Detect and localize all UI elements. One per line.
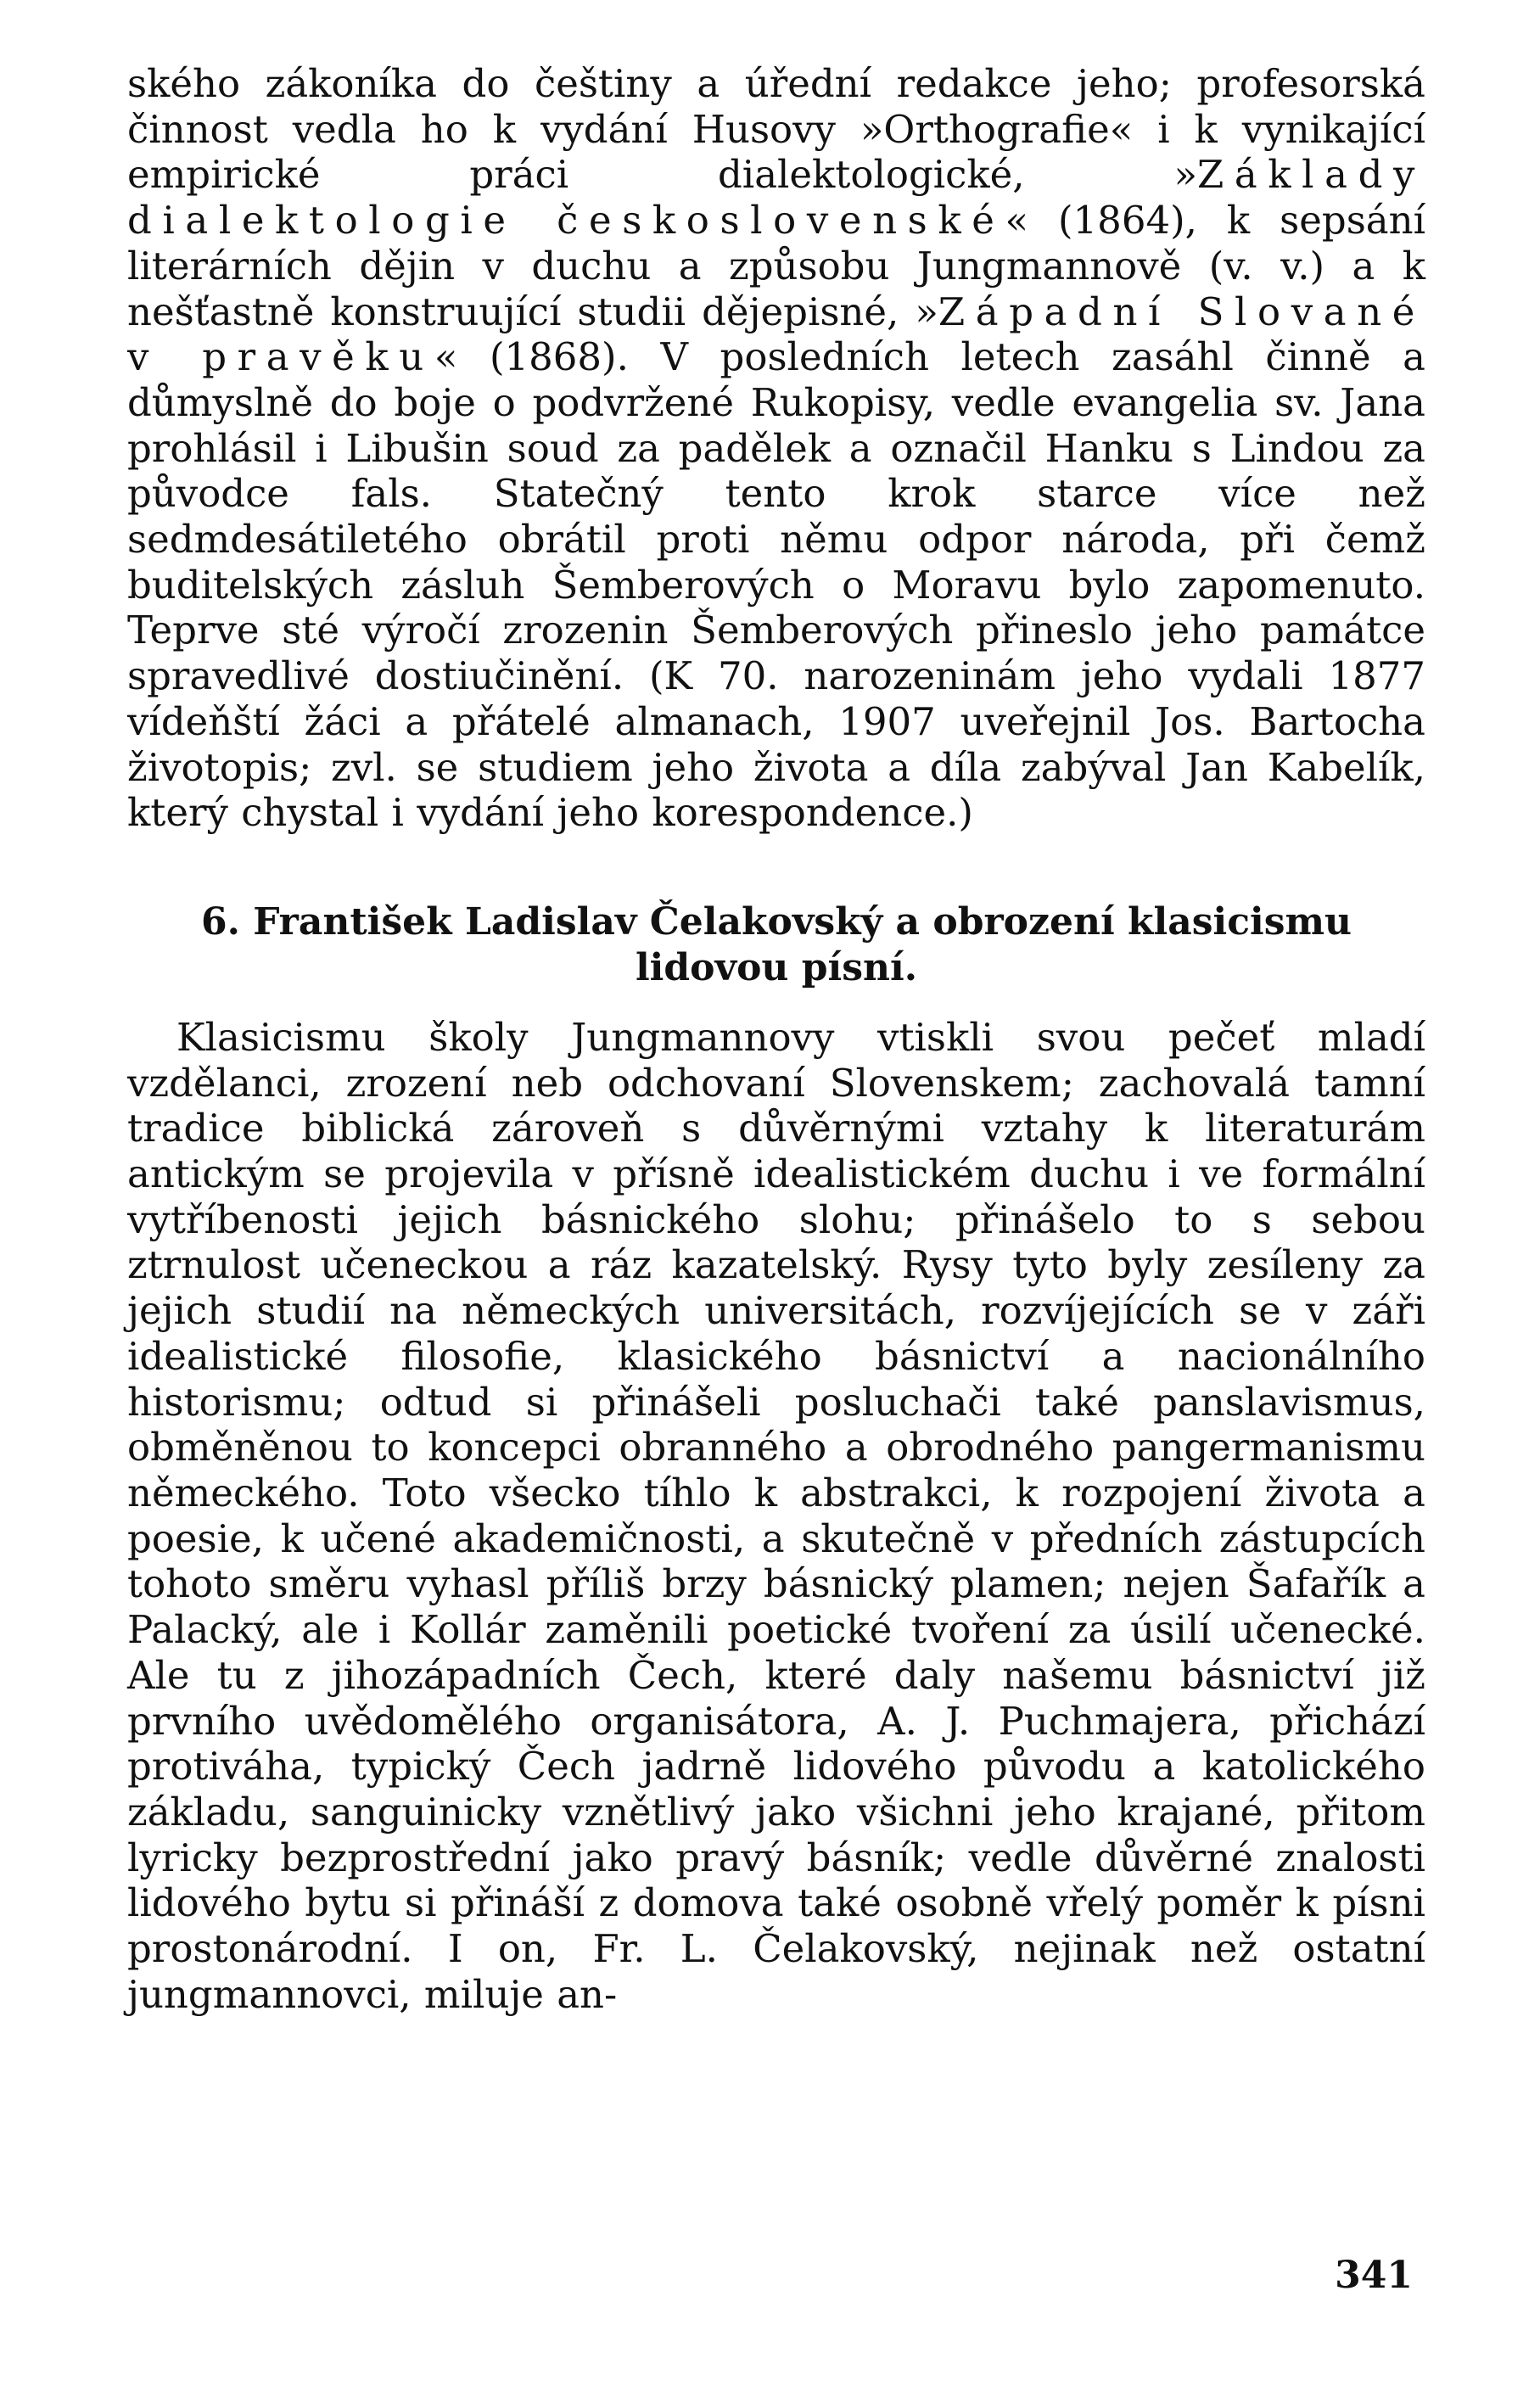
page-number: 341 <box>1335 2254 1413 2297</box>
spaced-title: Základy dialektologie československé <box>127 152 1425 244</box>
text-segment: « (1864), k sepsání literárních dějin v duchu a způsobu Jungmannově (v. v.) a k nešťastně konstruující studii dějepisné, » <box>127 198 1425 334</box>
continuation-paragraph <box>127 61 1425 836</box>
section-heading: 6. František Ladislav Čelakovský a obrození klasicismu lidovou písní. <box>200 899 1352 989</box>
text-segment: « (1868). V posledních letech zasáhl činně a důmyslně do boje o podvržené Rukopisy, vedle evangelia sv. Jana prohlásil i Libušin soud za padělek a označil Hanku s Lindou za původce fals. Statečný tento krok starce více než sedmdesátiletého obrátil proti němu odpor národa, při čemž buditelských zásluh Šemberových o Moravu bylo zapomenuto. Teprve sté výročí zrozenin Šemberových přineslo jeho památce spravedlivé dostiučinění. (K 70. narozeninám jeho vydali 1877 vídeňští žáci a přátelé almanach, 1907 uveřejnil Jos. Bartocha životopis; zvl. se studiem jeho života a díla zabýval Jan Kabelík, který chystal i vydání jeho korespondence.) <box>127 334 1426 836</box>
spaced-title: Západní Slované v pravěku <box>127 288 1426 380</box>
text-segment: ského zákoníka do češtiny a úřední redakce jeho; profesorská činnost vedla ho k vydání Husovy »Orthografie« i k vynikající empirické práci dialektologické, » <box>127 61 1425 198</box>
section-paragraph: Klasicismu školy Jungmannovy vtiskli svou pečeť mladí vzdělanci, zrození neb odchovaní Slovenskem; zachovalá tamní tradice biblická zároveň s důvěrnými vztahy k literaturám antickým se projevila v přísně idealistickém duchu i ve formální vytříbenosti jejich básnického slohu; přinášelo to s sebou ztrnulost učeneckou a ráz kazatelský. Rysy tyto byly zesíleny za jejich studií na německých universitách, rozvíjejících se v záři idealistické filosofie, klasického básnictví a nacionálního historismu; odtud si přinášeli posluchači také panslavismus, obměněnou to koncepci obranného a obrodného pangermanismu německého. Toto všecko tíhlo k abstrakci, k rozpojení života a poesie, k učené akademičnosti, a skutečně v předních zástupcích tohoto směru vyhasl příliš brzy básnický plamen; nejen Šafařík a Palacký, ale i Kollár zaměnili poetické tvoření za úsilí učenecké. Ale tu z jihozápadních Čech, které daly našemu básnictví již prvního uvědomělého organisátora, A. J. Puchmajera, přichází protiváha, typický Čech jadrně lidového původu a katolického základu, sanguinicky vznětlivý jako všichni jeho krajané, přitom lyricky bezprostřední jako pravý básník; vedle důvěrné znalosti lidového bytu si přináší z domova také osobně vřelý poměr k písni prostonárodní. I on, Fr. L. Čelakovský, nejinak než ostatní jungmannovci, miluje an- <box>127 1014 1425 2017</box>
page-content <box>127 61 1425 2017</box>
